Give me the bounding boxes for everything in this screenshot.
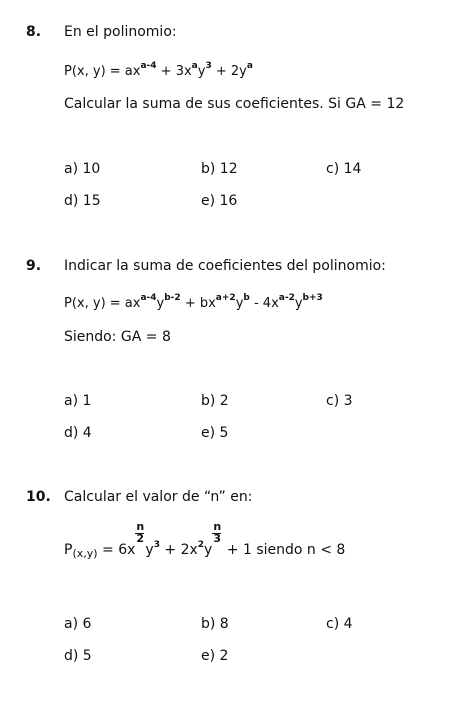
question-8-formula: P(x, $y) = ax^{a-4} + 3x^ay^3 + 2y^a$ — [64, 61, 253, 79]
question-9-formula: P(x, $y) = ax^{a-4}y^{b-2} + bx^{a+2}y^b - 4x^{a-2}y^{b+3}$ — [64, 293, 323, 311]
question-10-formula: $P_{(x,y)} = 6x$ $\frac{n}{2}$ $y^3 + 2x^2y$ $\frac{n}{3}$ + 1 siendo n < 8 — [64, 520, 346, 560]
question-10-option-e: e) 2 — [201, 648, 229, 664]
question-8-number: 8. — [26, 24, 42, 40]
question-9-condition: Siendo: GA = 8 — [64, 329, 171, 345]
question-9-option-d: d) 4 — [64, 425, 92, 441]
question-8-option-e: e) 16 — [201, 193, 238, 209]
fraction-n-over-2: $\frac{n}{2}$ — [136, 520, 145, 545]
question-10-number: 10. — [26, 489, 51, 505]
question-8-prompt: En el polinomio: — [64, 24, 177, 40]
question-9-option-b: b) 2 — [201, 393, 229, 409]
question-9-option-e: e) 5 — [201, 425, 229, 441]
question-9-option-c: c) 3 — [326, 393, 353, 409]
question-10-option-b: b) 8 — [201, 616, 229, 632]
question-10-option-d: d) 5 — [64, 648, 92, 664]
question-8-option-c: c) 14 — [326, 161, 362, 177]
question-10-prompt: Calcular el valor de “n” en: — [64, 489, 253, 505]
question-8-option-b: b) 12 — [201, 161, 238, 177]
question-9-option-a: a) 1 — [64, 393, 92, 409]
question-9-prompt: Indicar la suma de coeficientes del polinomio: — [64, 258, 386, 274]
question-8-option-d: d) 15 — [64, 193, 101, 209]
question-8-option-a: a) 10 — [64, 161, 101, 177]
question-9-number: 9. — [26, 258, 42, 274]
question-10-option-c: c) 4 — [326, 616, 353, 632]
fraction-n-over-3: $\frac{n}{3}$ — [213, 520, 222, 545]
question-8-instruction: Calcular la suma de sus coeficientes. Si GA = 12 — [64, 96, 405, 112]
question-10-option-a: a) 6 — [64, 616, 92, 632]
